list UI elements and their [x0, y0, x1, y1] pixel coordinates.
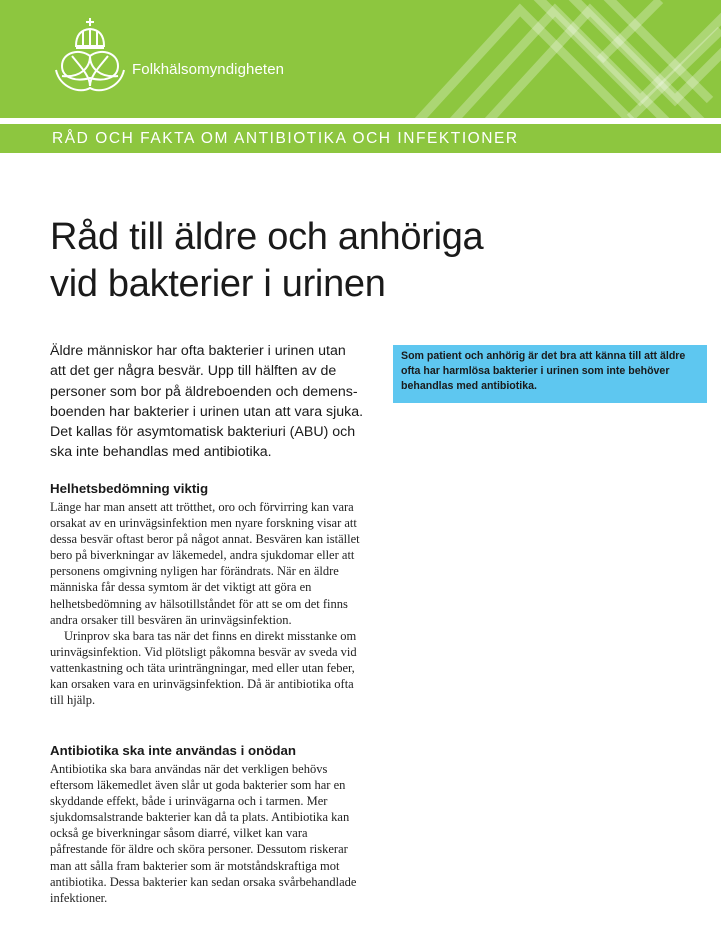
title-line-1: Råd till äldre och anhöriga — [50, 216, 484, 258]
section-body-antibiotika — [50, 761, 360, 906]
paragraph: Urinprov ska bara tas när det finns en direkt misstanke om urinvägsinfektion. Vid plötsligt påkomna besvär av sveda vid vattenkastning och täta urinträngningar, med eller utan feber, kan orsaken vara en urinvägsinfektion. Då är antibiotika ofta till hjälp. — [50, 628, 357, 708]
intro-paragraph: Äldre människor har ofta bakterier i urinen utan att det ger några besvär. Upp till hälften av de personer som bor på äldreboenden och demensboenden har bakterier i urinen utan att vara sjuka. Det kallas för asymtomatisk bakteriuri (ABU) och ska inte behandlas med antibiotika. — [50, 343, 364, 461]
crown-emblem-icon — [50, 18, 130, 98]
paragraph: Antibiotika ska bara användas när det verkligen behövs eftersom läkemedlet även slår ut goda bakterier som har en skyddande effekt, både i urinvägarna och i tarmen. Mer sjukdomsalstrande bakterier kan då ta plats. Antibiotika kan också ge biverkningar såsom diarré, vilket kan vara påfrestande för äldre och sköra personer. Dessutom riskerar man att sålla fram bakterier som är motståndskraftiga mot antibiotika. Dessa bakterier kan sedan orsaka svårbehandlade infektioner. — [50, 762, 357, 905]
title-line-2: vid bakterier i urinen — [50, 263, 386, 305]
agency-name: Folkhälsomyndigheten — [132, 61, 285, 78]
header-banner — [0, 0, 721, 118]
callout-box: Som patient och anhörig är det bra att känna till att äldre ofta har harmlösa bakterier i urinen som inte behöver behandlas med antibiotika. — [393, 345, 707, 403]
section-heading-helhetsbedomning: Helhetsbedömning viktig — [50, 481, 209, 496]
series-bar — [0, 124, 721, 153]
section-body-helhetsbedomning — [50, 499, 360, 708]
page-title — [50, 214, 610, 308]
series-title: RÅD OCH FAKTA OM ANTIBIOTIKA OCH INFEKTIONER — [52, 130, 519, 147]
paragraph: Länge har man ansett att trötthet, oro och förvirring kan vara orsakat av en urinvägsinfektion men nyare forskning visar att dessa besvär oftast beror på något annat. Besvären kan istället bero på biverkningar av läkemedel, andra sjukdomar eller att personens omgivning nyligen har förändrats. När en äldre människa får dessa symtom är det viktigt att göra en helhetsbedömning av hälsotillståndet för att se om det finns andra orsaker till besvären än urinvägsinfektion. — [50, 500, 360, 627]
section-heading-antibiotika: Antibiotika ska inte användas i onödan — [50, 743, 297, 758]
